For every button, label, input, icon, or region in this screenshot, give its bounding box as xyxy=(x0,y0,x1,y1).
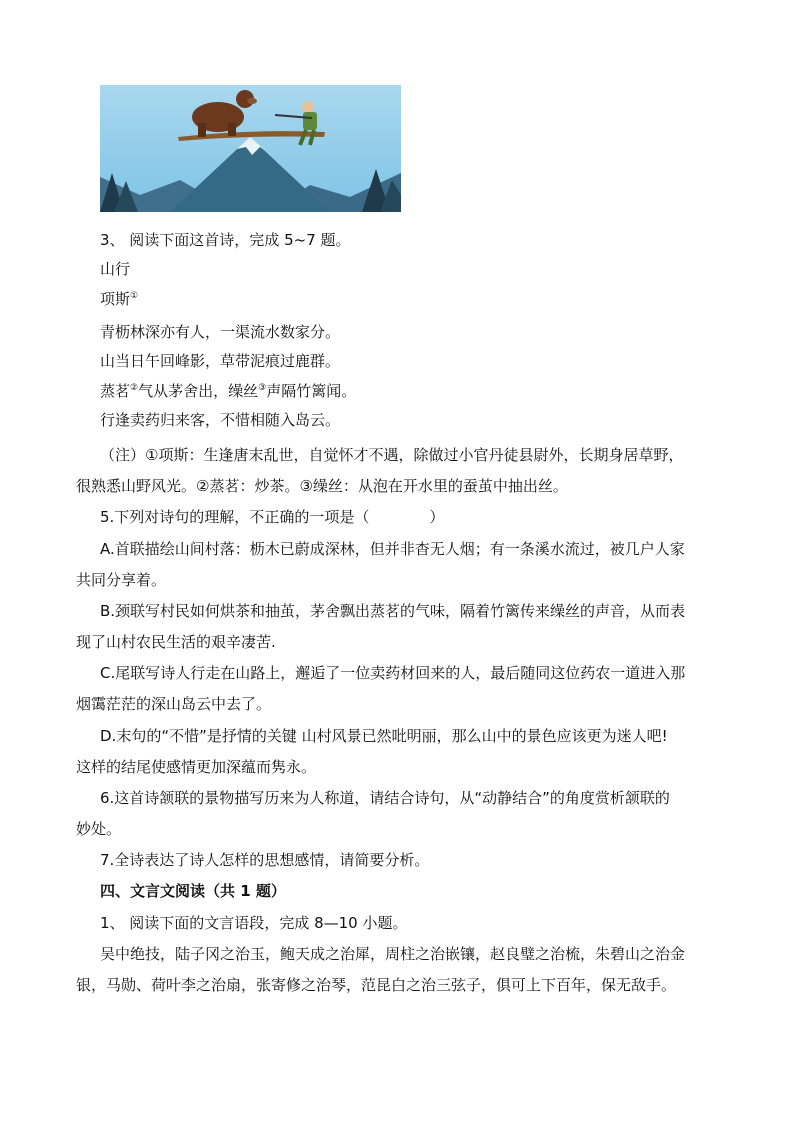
poem-line-4: 行逢卖药归来客，不惜相随入岛云。 xyxy=(100,411,341,429)
option-c-line-2: 烟霭茫茫的深山岛云中去了。 xyxy=(76,695,272,713)
classical-passage-line-2: 银，马勋、荷叶李之治扇，张寄修之治琴，范昆白之治三弦子，俱可上下百年，保无敌手。 xyxy=(76,976,677,994)
poem-author-name: 项斯 xyxy=(100,290,131,308)
question-7: 7.全诗表达了诗人怎样的思想感情，请简要分析。 xyxy=(100,851,430,869)
option-b-line-2: 现了山村农民生活的艰辛凄苦. xyxy=(76,633,276,651)
note-line-2: 很熟悉山野风光。②蒸茗：炒茶。③缲丝：从泡在开水里的蚕茧中抽出丝。 xyxy=(76,477,568,495)
question-6-line-2: 妙处。 xyxy=(76,820,122,838)
note-line-1: （注）①项斯：生逢唐末乱世，自觉怀才不遇，除做过小官丹徒县尉外，长期身居草野， xyxy=(100,446,684,464)
option-d-line-1: D.末句的“不惜”是抒情的关键 山村风景已然吡明丽，那么山中的景色应该更为迷人吧! xyxy=(100,727,668,745)
poem-line-2: 山当日午回峰影，草带泥痕过鹿群。 xyxy=(100,352,341,370)
poem-line-3-part-b: 气从茅舍出，缲丝 xyxy=(138,382,259,400)
question-3-title: 3、 阅读下面这首诗，完成 5~7 题。 xyxy=(100,231,351,249)
poem-line-3-part-c: 声隔竹篱闻。 xyxy=(266,382,357,400)
question-5-text: 5.下列对诗句的理解，不正确的一项是（ xyxy=(100,508,370,526)
option-a-line-2: 共同分享着。 xyxy=(76,571,167,589)
footnote-mark: ① xyxy=(130,291,139,301)
poem-author xyxy=(100,289,138,309)
question-5-close: ） xyxy=(429,508,445,526)
question-6-line-1: 6.这首诗颔联的景物描写历来为人称道，请结合诗句，从“动静结合”的角度赏析颔联的 xyxy=(100,789,670,807)
poem-title: 山行 xyxy=(100,260,131,278)
poem-line-3-part-a: 蒸茗 xyxy=(100,382,131,400)
question-5-stem xyxy=(100,507,444,527)
classical-passage-line-1: 吴中绝技，陆子冈之治玉，鲍天成之治犀，周柱之治嵌镶，赵良璧之治梳，朱碧山之治金 xyxy=(100,945,686,963)
option-b-line-1: B.颈联写村民如何烘茶和抽茧，茅舍飘出蒸茗的气味，隔着竹篱传来缲丝的声音，从而表 xyxy=(100,602,686,620)
option-c-line-1: C.尾联写诗人行走在山路上，邂逅了一位卖药材回来的人，最后随同这位药农一道进入那 xyxy=(100,664,686,682)
option-a-line-1: A.首联描绘山间村落：枥木已蔚成深林，但并非杳无人烟；有一条溪水流过，被几户人家 xyxy=(100,540,685,558)
illustration-bear-hunter xyxy=(100,85,401,212)
footnote-mark: ③ xyxy=(258,383,267,393)
poem-line-3 xyxy=(100,381,356,401)
bear-hunter-picture xyxy=(100,85,401,212)
section-4-heading: 四、文言文阅读（共 1 题） xyxy=(100,882,286,900)
footnote-mark: ② xyxy=(130,383,139,393)
poem-line-1: 青枥林深亦有人，一渠流水数家分。 xyxy=(100,323,341,341)
option-d-line-2: 这样的结尾使感情更加深蕴而隽永。 xyxy=(76,758,317,776)
classical-passage-title: 1、 阅读下面的文言语段，完成 8—10 小题。 xyxy=(100,914,408,932)
